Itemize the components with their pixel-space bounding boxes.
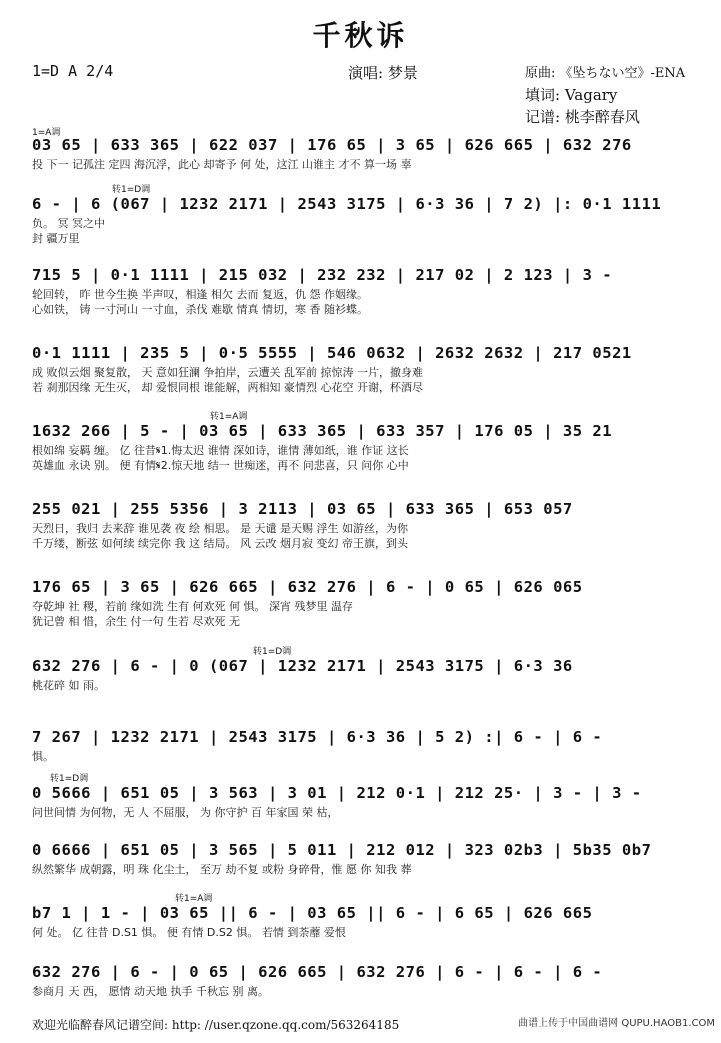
lyric-line: 根如绵 妄羁 缠。 亿 往昔𝄋1.悔太迟 谁情 深如诗，谁情 薄如纸，谁 作证 这长 bbox=[32, 444, 409, 457]
notation-line: 03 65 | 633 365 | 622 037 | 176 65 | 3 65 | 626 665 | 632 276 bbox=[32, 136, 632, 154]
lyric-line: 封 疆万里 bbox=[32, 232, 80, 245]
notation-line: 6 - | 6 (067 | 1232 2171 | 2543 3175 | 6·3 36 | 7 2) |: 0·1 1111 bbox=[32, 195, 662, 213]
notation-line: 0 5666 | 651 05 | 3 563 | 3 01 | 212 0·1 | 212 25· | 3 - | 3 - bbox=[32, 784, 642, 802]
lyric-line: 惧。 bbox=[32, 750, 54, 763]
lyric-line: 负。 冥 冥之中 bbox=[32, 217, 105, 230]
lyricist-credit: 填词: Vagary bbox=[525, 86, 618, 104]
notation-line: 0 6666 | 651 05 | 3 565 | 5 011 | 212 012 | 323 02b3 | 5b35 0b7 bbox=[32, 841, 652, 859]
song-title: 千秋诉 bbox=[312, 19, 409, 52]
lyric-line: 若 刹那因缘 无生灭， 却 爱恨同根 谁能解，两相知 豪情烈 心花空 开谢，杯酒尽 bbox=[32, 381, 423, 394]
lyric-line: 轮回转， 昨 世今生换 半声叹，相逢 相欠 去而 复返，仇 怨 作姻缘。 bbox=[32, 288, 368, 301]
lyric-line: 何 处。 亿 往昔 D.S1 惧。 便 有情 D.S2 惧。 若情 到荼蘼 爱恨 bbox=[32, 926, 346, 939]
key-change-mark: 转1=A调 bbox=[175, 894, 213, 904]
lyric-line: 天烈日，我归 去来辞 谁见袭 夜 绘 相思。 是 天谴 是天赐 浮生 如游丝，为你 bbox=[32, 522, 408, 535]
original-credit: 原曲: 《坠ちない空》-ENA bbox=[525, 66, 686, 81]
notation-line: 176 65 | 3 65 | 626 665 | 632 276 | 6 - | 0 65 | 626 065 bbox=[32, 578, 583, 596]
lyric-line: 心如铁， 铸 一寸河山 一寸血，杀伐 难歇 情真 情切，寒 香 随衫蝶。 bbox=[32, 303, 368, 316]
lyric-line: 纵然繁华 成朝露，明 珠 化尘土， 至万 劫不复 或粉 身碎骨，惟 愿 你 知我 葬 bbox=[32, 863, 412, 876]
lyric-line: 参商月 天 西， 愿情 动天地 执手 千秋忘 别 离。 bbox=[32, 985, 269, 998]
lyric-line: 夺乾坤 社 稷，若前 缘如洗 生有 何欢死 何 惧。 深宵 残梦里 温存 bbox=[32, 600, 353, 613]
transcriber-credit: 记谱: 桃李醉春风 bbox=[525, 108, 640, 126]
footer-text: 欢迎光临醉春风记谱空间: http: //user.qzone.qq.com/563264185 bbox=[32, 1018, 400, 1032]
key-change-mark: 转1=D调 bbox=[50, 774, 89, 784]
singer-credit: 演唱: 梦景 bbox=[348, 64, 418, 82]
notation-line: 632 276 | 6 - | 0 (067 | 1232 2171 | 2543 3175 | 6·3 36 bbox=[32, 657, 573, 675]
key-change-mark: 转1=A调 bbox=[210, 412, 248, 422]
lyric-line: 千万缕，断弦 如何续 续完你 我 这 结局。 风 云改 烟月寂 变幻 帝王旗，到头 bbox=[32, 537, 408, 550]
notation-line: 0·1 1111 | 235 5 | 0·5 5555 | 546 0632 | 2632 2632 | 217 0521 bbox=[32, 344, 632, 362]
lyric-line: 成 败似云烟 聚复散， 天 意如狂澜 争拍岸，云遭关 乱军前 掠惊涛 一片，撤身难 bbox=[32, 366, 423, 379]
notation-line: 255 021 | 255 5356 | 3 2113 | 03 65 | 633 365 | 653 057 bbox=[32, 500, 573, 518]
key-change-mark: 转1=D调 bbox=[112, 185, 151, 195]
lyric-line: 桃花碎 如 雨。 bbox=[32, 679, 105, 692]
lyric-line: 英雄血 永诀 别。 便 有情𝄋2.惊天地 结一 世痴迷，再不 问悲喜，只 问你 心中 bbox=[32, 459, 409, 472]
notation-line: 7 267 | 1232 2171 | 2543 3175 | 6·3 36 | 5 2) :| 6 - | 6 - bbox=[32, 728, 603, 746]
notation-line: b7 1 | 1 - | 03 65 || 6 - | 03 65 || 6 - | 6 65 | 626 665 bbox=[32, 904, 593, 922]
tempo-mark: 1=A调 bbox=[32, 128, 61, 138]
lyric-line: 犹记曾 相 惜，余生 付一句 生若 尽欢死 无 bbox=[32, 615, 240, 628]
watermark: 曲谱上传于中国曲谱网 QUPU.HAOB1.COM bbox=[518, 1018, 715, 1029]
key-change-mark: 转1=D调 bbox=[253, 647, 292, 657]
lyric-line: 投 下一 记孤注 定四 海沉浮，此心 却寄予 何 处，这江 山谁主 才不 算一场 辜 bbox=[32, 158, 412, 171]
notation-line: 1632 266 | 5 - | 03 65 | 633 365 | 633 357 | 176 05 | 35 21 bbox=[32, 422, 613, 440]
key-signature: 1=D A 2/4 bbox=[32, 62, 114, 80]
notation-line: 632 276 | 6 - | 0 65 | 626 665 | 632 276 | 6 - | 6 - | 6 - bbox=[32, 963, 603, 981]
notation-line: 715 5 | 0·1 1111 | 215 032 | 232 232 | 217 02 | 2 123 | 3 - bbox=[32, 266, 613, 284]
lyric-line: 问世间情 为何物，无 人 不屈服， 为 你守护 百 年家国 荣 枯， bbox=[32, 806, 339, 819]
